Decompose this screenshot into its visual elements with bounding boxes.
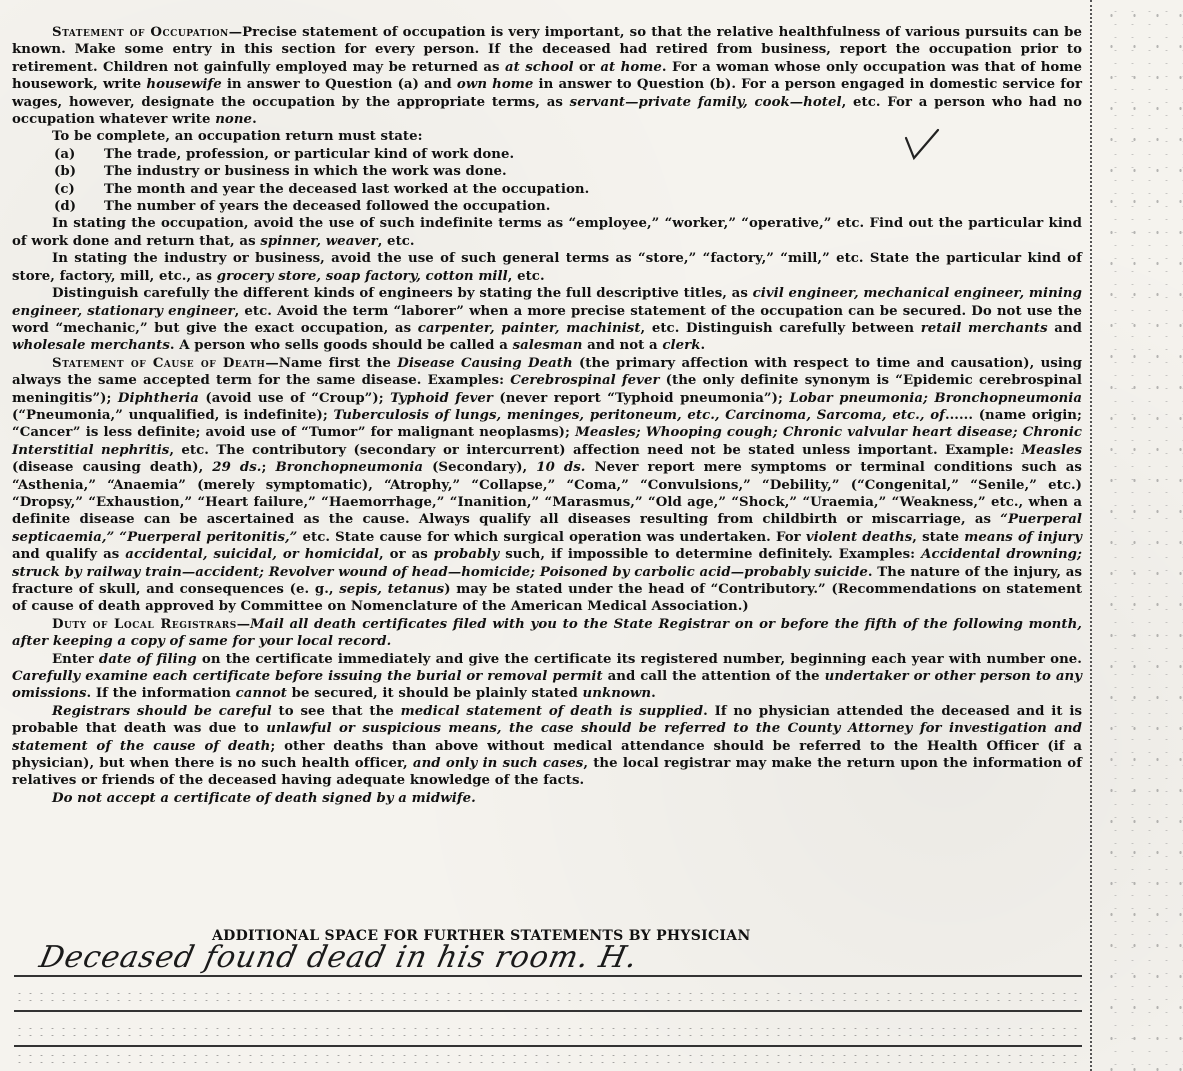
scan-noise-row (14, 1052, 1082, 1066)
avoid-terms-paragraph: In stating the occupation, avoid the use of such indefinite terms as “employee,” “worker,” “operative,” etc. Find out the particular kind of work done and return that, as spinner, weaver, etc. (12, 216, 1082, 249)
registrars-heading: Duty of Local Registrars (52, 616, 237, 632)
registrars-paragraph: Duty of Local Registrars—Mail all death certificates filed with you to the State Registrar on or before the fifth of the following month, after keeping a copy of same for your local record. (12, 616, 1082, 650)
cause-paragraph: Statement of Cause of Death—Name first the Disease Causing Death (the primary affection with respect to time and causation), using always the same accepted term for the same disease. Examples: Cerebrospinal fever (the only definite synonym is “Epidemic cerebrospinal meningitis”); Diphtheria (avoid use of “Croup”); Typhoid fever (never report “Typhoid pneumonia”); Lobar pneumonia; Bronchopneumonia (“Pneumonia,” unqualified, is indefinite); Tuberculosis of lungs, meninges, peritoneum, etc., Carcinoma, Sarcoma, etc., of...... (name origin; “Cancer” is less definite; avoid use of “Tumor” for malignant neoplasms); Measles; Whooping cough; Chronic valvular heart disease; Chronic Interstitial nephritis, etc. The contributory (secondary or intercurrent) affection need not be stated unless important. Example: Measles (disease causing death), 29 ds.; Bronchopneumonia (Secondary), 10 ds. Never report mere symptoms or terminal conditions such as “Asthenia,” “Anaemia” (merely symptomatic), “Atrophy,” “Collapse,” “Coma,” “Convulsions,” “Debility,” (“Congenital,” “Senile,” etc.) “Dropsy,” “Exhaustion,” “Heart failure,” “Haemorrhage,” “Inanition,” “Marasmus,” “Old age,” “Shock,” “Uraemia,” “Weakness,” etc., when a definite disease can be ascertained as the cause. Always qualify all diseases resulting from childbirth or miscarriage, as “Puerperal septicaemia,” “Puerperal peritonitis,” etc. State cause for which surgical operation was undertaken. For violent deaths, state means of injury and qualify as accidental, suicidal, or homicidal, or as probably such, if impossible to determine definitely. Examples: Accidental drowning; struck by railway train—accident; Revolver wound of head—homicide; Poisoned by carbolic acid—probably suicide. The nature of the injury, as fracture of skull, and consequences (e. g., sepis, tetanus) may be stated under the head of “Contributory.” (Recommendations on statement of cause of death approved by Committee on Nomenclature of the American Medical Association.) (12, 355, 1083, 615)
list-item: (b) The industry or business in which the work was done. (54, 164, 507, 180)
scan-noise-row (14, 990, 1082, 1004)
cause-heading: Statement of Cause of Death (52, 355, 266, 371)
careful-paragraph: Registrars should be careful to see that the medical statement of death is supplied. If no physician attended the deceased and it is probable that death was due to unlawful or suspicious means, the case should be referred to the County Attorney for investigation and statement of the cause of death; other deaths than above without medical attendance should be referred to the Health Officer (if a physician), but when there is no such health officer, and only in such cases, the local registrar may make the return upon the information of relatives or friends of the deceased having adequate knowledge of the facts. (12, 703, 1082, 789)
engineers-paragraph: Distinguish carefully the different kinds of engineers by stating the full descriptive titles, as civil engineer, mechanical engineer, mining engineer, stationary engineer, etc. Avoid the term “laborer” when a more precise statement of the occupation can be secured. Do not use the word “mechanic,” but give the exact occupation, as carpenter, painter, machinist, etc. Distinguish carefully between retail merchants and wholesale merchants. A person who sells goods should be called a salesman and not a clerk. (12, 286, 1082, 354)
midwife-paragraph: Do not accept a certificate of death signed by a midwife. (52, 790, 476, 806)
filing-paragraph: Enter date of filing on the certificate immediately and give the certificate its registered number, beginning each year with number one. Carefully examine each certificate before issuing the burial or removal permit and call the attention of the undertaker or other person to any omissions. If the information cannot be secured, it should be plainly stated unknown. (12, 651, 1083, 702)
handwritten-statement: Deceased found dead in his room. H. (36, 940, 641, 975)
writing-line (14, 1045, 1082, 1047)
checkmark-icon (902, 128, 942, 168)
occupation-paragraph: Statement of Occupation—Precise statement of occupation is very important, so that the relative healthfulness of various pursuits can be known. Make some entry in this section for every person. If the deceased had retired from business, report the occupation prior to retirement. Children not gainfully employed may be returned as at school or at home. For a woman whose only occupation was that of home housework, write housewife in answer to Question (a) and own home in answer to Question (b). For a person engaged in domestic service for wages, however, designate the occupation by the appropriate terms, as servant—private family, cook—hotel, etc. For a person who had no occupation whatever write none. (12, 25, 1083, 128)
additional-space-title: ADDITIONAL SPACE FOR FURTHER STATEMENTS BY PHYSICIAN (212, 928, 751, 944)
industry-paragraph: In stating the industry or business, avoid the use of such general terms as “store,” “factory,” “mill,” etc. State the particular kind of store, factory, mill, etc., as grocery store, soap factory, cotton mill, etc. (12, 251, 1082, 284)
scan-noise-row (14, 1025, 1082, 1039)
list-item: (a) The trade, profession, or particular kind of work done. (54, 146, 515, 162)
list-item: (d) The number of years the deceased followed the occupation. (54, 199, 551, 215)
page-edge-border (1090, 0, 1094, 1071)
writing-line (14, 1010, 1082, 1012)
scan-noise-margin (1100, 0, 1183, 1071)
list-item: (c) The month and year the deceased last worked at the occupation. (54, 181, 590, 197)
occupation-complete-intro: To be complete, an occupation return must state: (52, 129, 423, 145)
occupation-heading: Statement of Occupation (52, 25, 229, 40)
writing-line (14, 975, 1082, 977)
